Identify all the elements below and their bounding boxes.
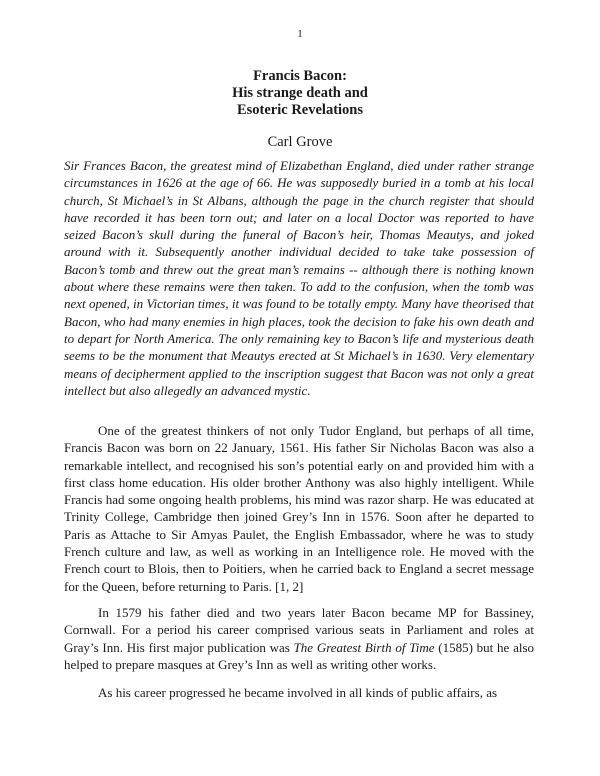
book-title: The Greatest Birth of Time xyxy=(293,639,435,655)
author-name: Carl Grove xyxy=(267,134,333,150)
body-paragraph-2 xyxy=(64,604,534,673)
body-paragraph-1: One of the greatest thinkers of not only Tudor England, but perhaps of all time, Francis Bacon was born on 22 January, 1561. His father Sir Nicholas Bacon was also a remarkable intellect, and recognised his son’s potential early on and provided him with a first class home education. His older brother Anthony was also highly intelligent. While Francis had some ongoing health problems, his mind was razor sharp. He was educated at Trinity College, Cambridge then joined Grey’s Inn in 1576. Soon after he departed to Paris as Attache to Sir Amyas Paulet, the English Embassador, where he was to study French culture and law, as well as working in an Intelligence role. He moved with the French court to Blois, then to Poitiers, when he carried back to England a secret message for the Queen, before returning to Paris. [1, 2] xyxy=(64,423,534,594)
title-line-1: Francis Bacon: xyxy=(253,68,347,84)
body-paragraph-3: As his career progressed he became involved in all kinds of public affairs, as xyxy=(98,685,498,700)
paragraph-2-text-end: (1585) but he also helped to prepare masques at Grey’s Inn as well as writing other works. xyxy=(64,639,535,672)
title-line-3: Esoteric Revelations xyxy=(236,102,364,118)
title-line-2: His strange death and xyxy=(232,85,368,101)
page-number: 1 xyxy=(297,28,303,40)
paragraph-2-text-start: In 1579 his father died and two years later Bacon became MP for Bassiney, Cornwall. For a period his career comprised various seats in Parliament and roles at Gray’s Inn. His first major publication was xyxy=(64,605,534,655)
abstract: Sir Frances Bacon, the greatest mind of Elizabethan England, died under rather strange circumstances in 1626 at the age of 66. He was supposedly buried in a tomb at his local church, St Michael’s in St Albans, although the page in the church register that should have recorded it has been torn out; and later on a local Doctor was reported to have seized Bacon’s skull during the funeral of Bacon’s heir, Thomas Meautys, and joked around with it. Subsequently another individual decided to take take possession of Bacon’s tomb and threw out the great man’s remains -- although there is nothing known about where these remains were then taken. To add to the confusion, when the tomb was next opened, in Victorian times, it was found to be totally empty. Many have theorised that Bacon, who had many enemies in high places, took the decision to fake his own death and to depart for North America. The only remaining key to Bacon’s life and mysterious death seems to be the monument that Meautys erected at St Michael’s in 1630. Very elementary means of decipherment applied to the inscription suggest that Bacon was not only a great intellect but also allegedly an advanced mystic. xyxy=(64,158,534,398)
article-title xyxy=(0,68,600,119)
